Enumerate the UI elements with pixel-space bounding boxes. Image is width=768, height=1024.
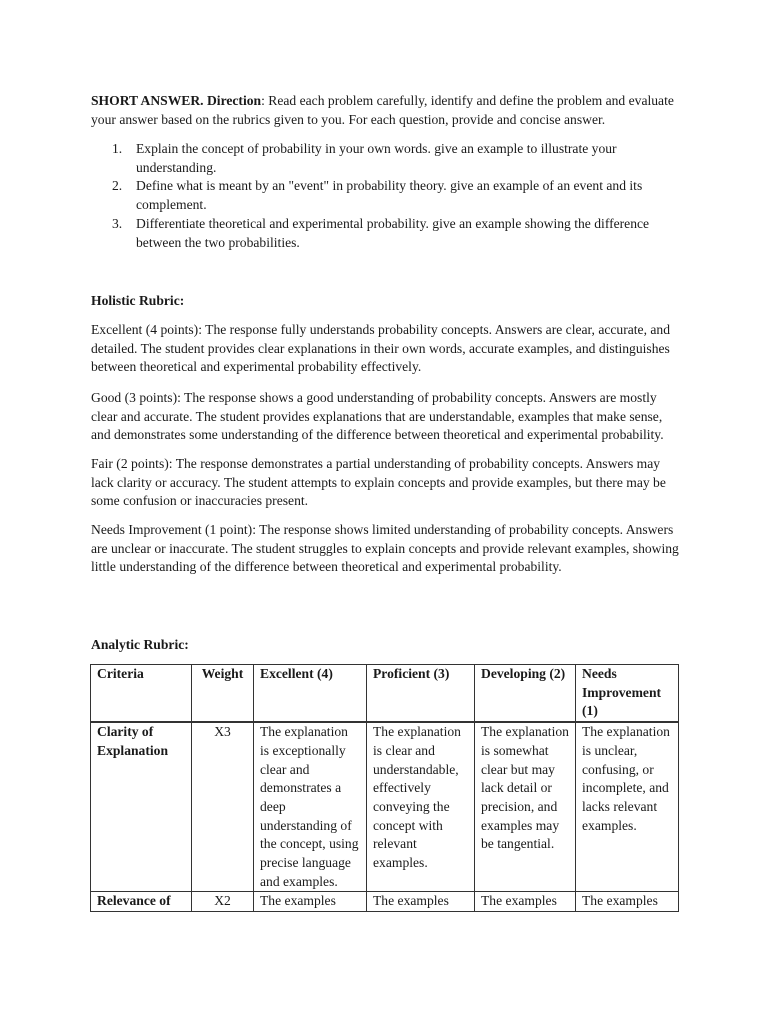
question-item — [91, 215, 681, 252]
criteria-cell: Clarity of Explanation — [91, 722, 192, 892]
directions-text: : Read each problem carefully, identify and define the problem and evaluate your answer based on the rubrics given to you. For each question, provide and concise answer. — [91, 93, 674, 127]
table-header-row — [91, 665, 679, 723]
header-weight: Weight — [192, 665, 254, 723]
holistic-level-needs-improvement: Needs Improvement (1 point): The response shows limited understanding of probability concepts. Answers are unclear or inaccurate. The student struggles to explain concepts and provide relevant examples, showing little understanding of the difference between theoretical and experimental probability. — [91, 522, 679, 575]
excellent-cell: The explanation is exceptionally clear and demonstrates a deep understanding of the concept, using precise language and examples. — [254, 722, 367, 892]
header-needs-improvement: Needs Improvement (1) — [576, 665, 679, 723]
developing-cell: The examples — [475, 892, 576, 912]
header-proficient: Proficient (3) — [367, 665, 475, 723]
header-developing: Developing (2) — [475, 665, 576, 723]
holistic-rubric-heading: Holistic Rubric: — [91, 293, 185, 308]
weight-cell: X2 — [192, 892, 254, 912]
directions-label: SHORT ANSWER. Direction — [91, 93, 262, 108]
holistic-level-fair: Fair (2 points): The response demonstrates a partial understanding of probability concepts. Answers may lack clarity or accuracy. The student attempts to explain concepts and provide examples, but there may be some confusion or inaccuracies present. — [91, 456, 666, 509]
excellent-cell: The examples — [254, 892, 367, 912]
table-row — [91, 892, 679, 912]
question-text: Explain the concept of probability in your own words. give an example to illustrate your understanding. — [136, 141, 617, 175]
proficient-cell: The explanation is clear and understandable, effectively conveying the concept with relevant examples. — [367, 722, 475, 892]
question-item — [91, 177, 681, 214]
criteria-cell: Relevance of — [91, 892, 192, 912]
needs-improvement-cell: The examples — [576, 892, 679, 912]
needs-improvement-cell: The explanation is unclear, confusing, or incomplete, and lacks relevant examples. — [576, 722, 679, 892]
header-excellent: Excellent (4) — [254, 665, 367, 723]
proficient-cell: The examples — [367, 892, 475, 912]
developing-cell: The explanation is somewhat clear but may lack detail or precision, and examples may be tangential. — [475, 722, 576, 892]
analytic-rubric-table — [90, 664, 679, 912]
weight-cell: X3 — [192, 722, 254, 892]
directions-paragraph — [91, 92, 681, 129]
header-criteria: Criteria — [91, 665, 192, 723]
question-text: Define what is meant by an "event" in probability theory. give an example of an event and its complement. — [136, 178, 643, 213]
question-number: 1. — [112, 141, 123, 156]
holistic-level-good: Good (3 points): The response shows a good understanding of probability concepts. Answers are mostly clear and accurate. The student provides explanations that are understandable, examples that make sense, and demonstrates some understanding of the difference between theoretical and experimental probability. — [91, 390, 664, 443]
table-row — [91, 722, 679, 892]
question-item — [91, 140, 681, 177]
question-number: 2. — [112, 178, 123, 194]
holistic-level-excellent: Excellent (4 points): The response fully understands probability concepts. Answers are clear, accurate, and detailed. The student provides clear explanations in their own words, accurate examples, and distinguishes between theoretical and experimental probability effectively. — [91, 322, 671, 375]
question-number: 3. — [112, 215, 123, 231]
question-list — [91, 140, 681, 252]
analytic-rubric-heading: Analytic Rubric: — [91, 637, 189, 652]
question-text: Differentiate theoretical and experimental probability. give an example showing the difference between the two probabilities. — [136, 215, 650, 250]
